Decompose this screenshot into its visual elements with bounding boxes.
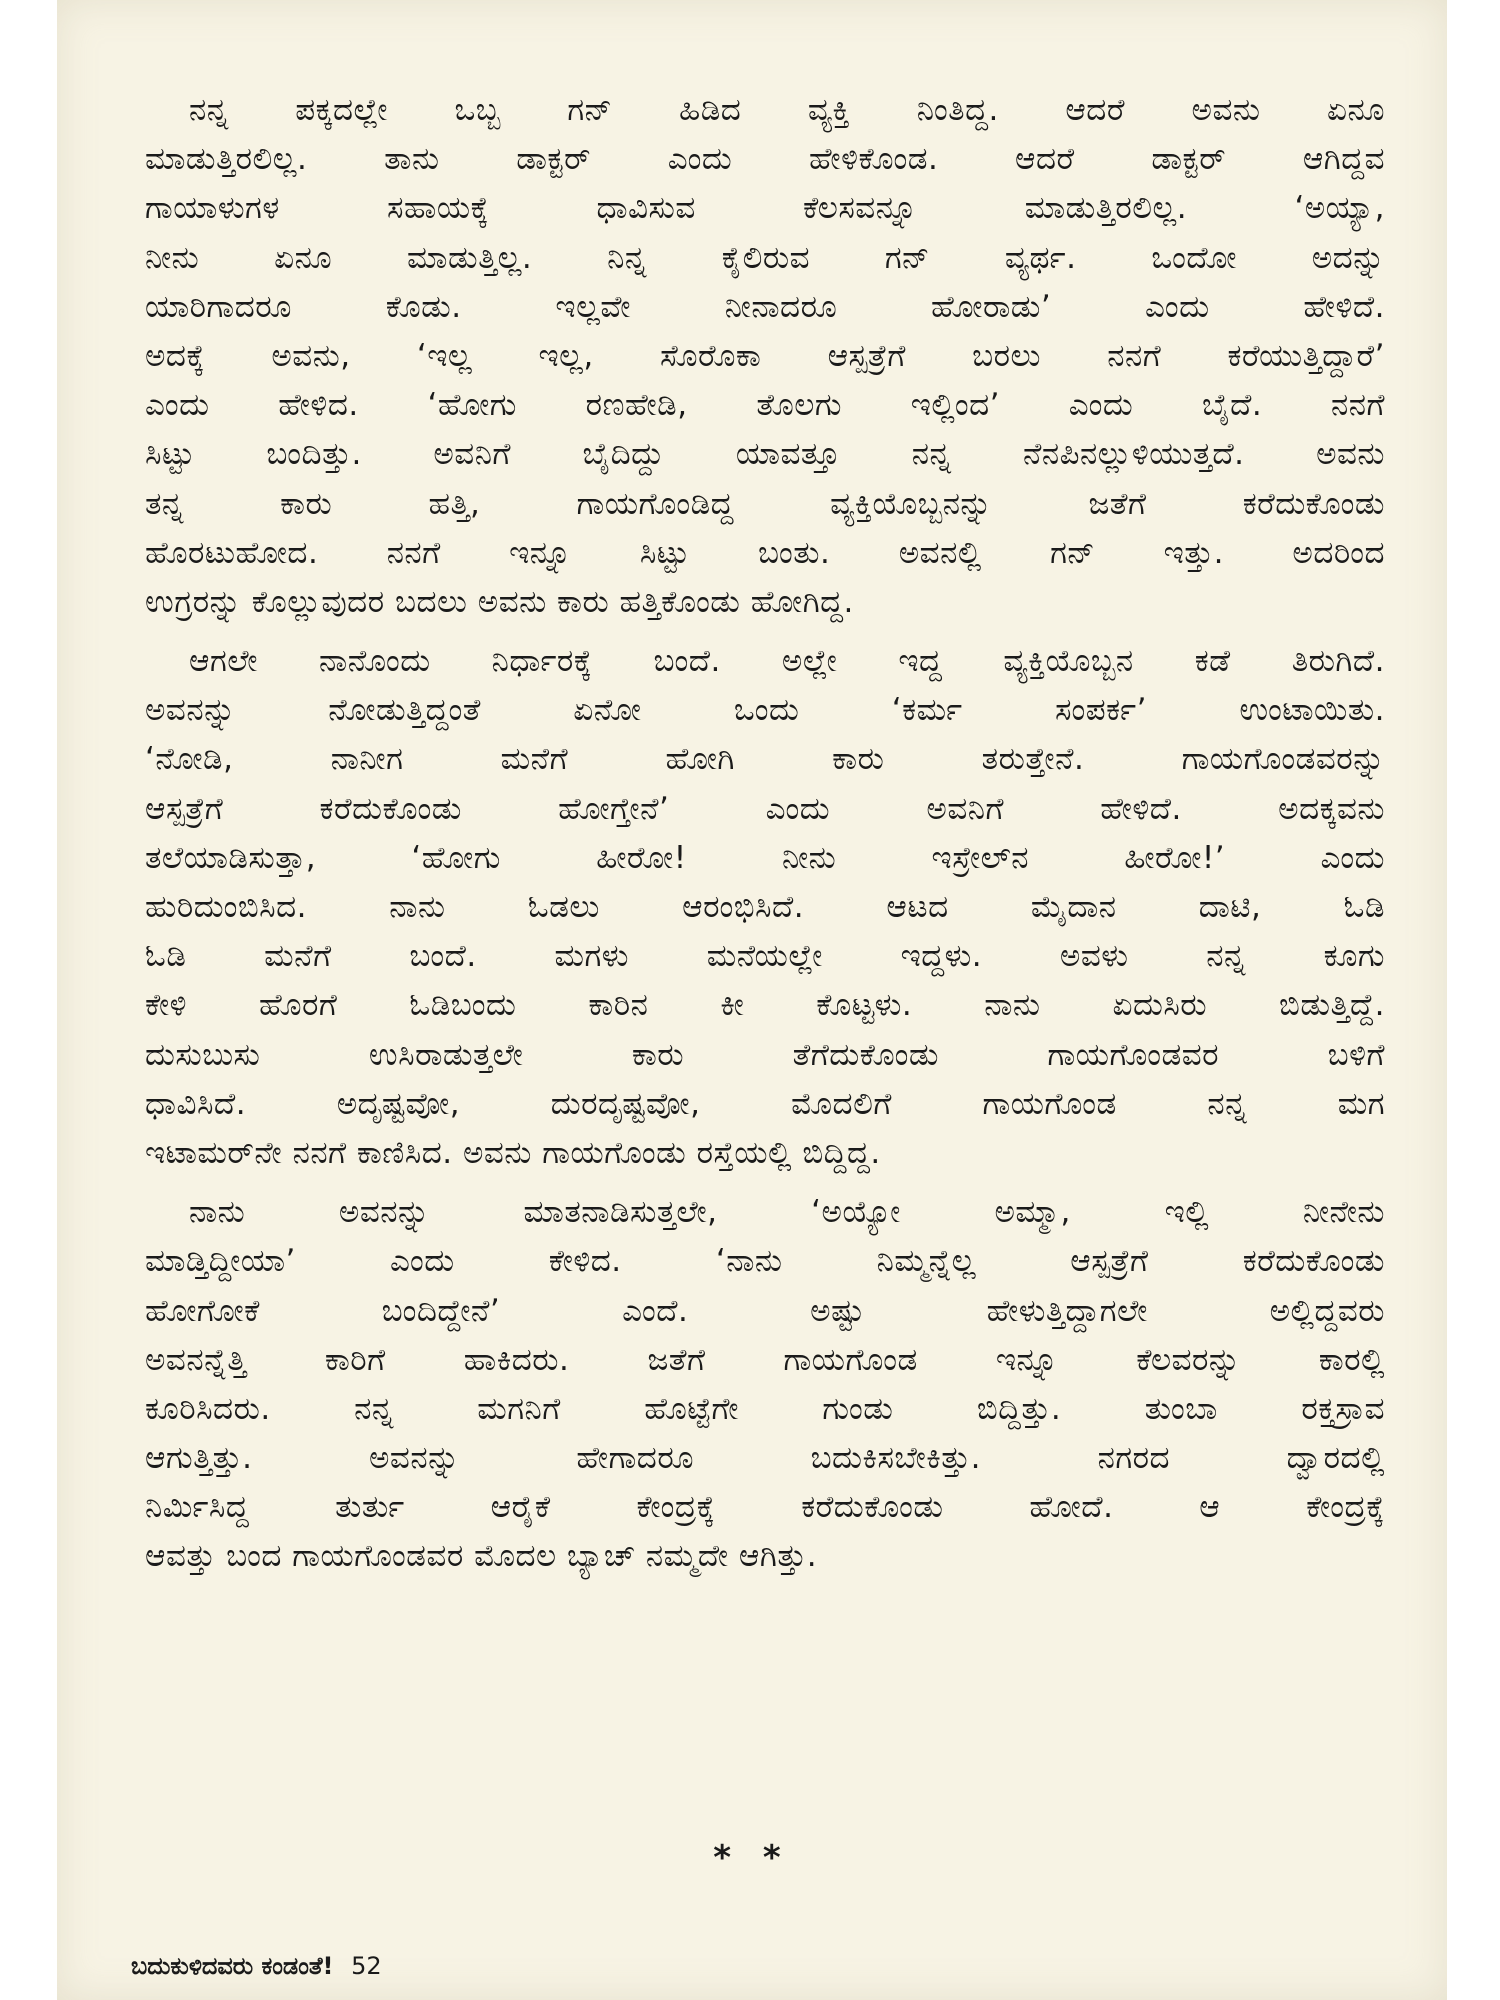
text-line: ನಿರ್ಮಿಸಿದ್ದ ತುರ್ತು ಆರೈಕೆ ಕೇಂದ್ರಕ್ಕೆ ಕರೆದುಕೊಂಡು ಹೋದೆ. ಆ ಕೇಂದ್ರಕ್ಕೆ	[145, 1489, 1385, 1526]
paragraph	[145, 1188, 1385, 1582]
text-line: ನಾನು ಅವನನ್ನು ಮಾತನಾಡಿಸುತ್ತಲೇ, ‘ಅಯ್ಯೋ ಅಮ್ಮಾ, ಇಲ್ಲಿ ನೀನೇನು	[189, 1194, 1385, 1231]
text-line: ಅವನನ್ನು ನೋಡುತ್ತಿದ್ದಂತೆ ಏನೋ ಒಂದು ‘ಕರ್ಮ ಸಂಪರ್ಕ’ ಉಂಟಾಯಿತು.	[145, 692, 1385, 729]
paragraph	[145, 637, 1385, 1178]
text-line: ಮಾಡುತ್ತಿರಲಿಲ್ಲ. ತಾನು ಡಾಕ್ಟರ್ ಎಂದು ಹೇಳಿಕೊಂಡ. ಆದರೆ ಡಾಕ್ಟರ್ ಆಗಿದ್ದವ	[145, 141, 1385, 178]
text-line: ಆಸ್ಪತ್ರೆಗೆ ಕರೆದುಕೊಂಡು ಹೋಗ್ತೇನೆ’ ಎಂದು ಅವನಿಗೆ ಹೇಳಿದೆ. ಅದಕ್ಕವನು	[145, 790, 1385, 827]
text-line: ಗಾಯಾಳುಗಳ ಸಹಾಯಕ್ಕೆ ಧಾವಿಸುವ ಕೆಲಸವನ್ನೂ ಮಾಡುತ್ತಿರಲಿಲ್ಲ. ‘ಅಯ್ಯಾ,	[145, 190, 1385, 227]
paragraph	[145, 86, 1385, 627]
book-page	[57, 0, 1447, 2000]
text-line: ಸಿಟ್ಟು ಬಂದಿತ್ತು. ಅವನಿಗೆ ಬೈದಿದ್ದು ಯಾವತ್ತೂ ನನ್ನ ನೆನಪಿನಲ್ಲುಳಿಯುತ್ತದೆ. ಅವನು	[145, 436, 1385, 473]
text-line: ಹೋಗೋಕೆ ಬಂದಿದ್ದೇನೆ’ ಎಂದೆ. ಅಷ್ಟು ಹೇಳುತ್ತಿದ್ದಾಗಲೇ ಅಲ್ಲಿದ್ದವರು	[145, 1292, 1385, 1329]
text-line: ಆಗಲೇ ನಾನೊಂದು ನಿರ್ಧಾರಕ್ಕೆ ಬಂದೆ. ಅಲ್ಲೇ ಇದ್ದ ವ್ಯಕ್ತಿಯೊಬ್ಬನ ಕಡೆ ತಿರುಗಿದೆ.	[189, 643, 1385, 680]
text-line: ತಲೆಯಾಡಿಸುತ್ತಾ, ‘ಹೋಗು ಹೀರೋ! ನೀನು ಇಸ್ರೇಲ್‌ನ ಹೀರೋ!’ ಎಂದು	[145, 839, 1385, 876]
text-line: ಓಡಿ ಮನೆಗೆ ಬಂದೆ. ಮಗಳು ಮನೆಯಲ್ಲೇ ಇದ್ದಳು. ಅವಳು ನನ್ನ ಕೂಗು	[145, 938, 1385, 975]
page-number: 52	[351, 1952, 382, 1980]
text-line: ಆಗುತ್ತಿತ್ತು. ಅವನನ್ನು ಹೇಗಾದರೂ ಬದುಕಿಸಬೇಕಿತ್ತು. ನಗರದ ದ್ವಾರದಲ್ಲಿ	[145, 1440, 1385, 1477]
text-line: ಹೊರಟುಹೋದ. ನನಗೆ ಇನ್ನೂ ಸಿಟ್ಟು ಬಂತು. ಅವನಲ್ಲಿ ಗನ್ ಇತ್ತು. ಅದರಿಂದ	[145, 534, 1385, 571]
text-line: ಕೂರಿಸಿದರು. ನನ್ನ ಮಗನಿಗೆ ಹೊಟ್ಟೆಗೇ ಗುಂಡು ಬಿದ್ದಿತ್ತು. ತುಂಬಾ ರಕ್ತಸ್ರಾವ	[145, 1390, 1385, 1427]
text-line: ದುಸುಬುಸು ಉಸಿರಾಡುತ್ತಲೇ ಕಾರು ತೆಗೆದುಕೊಂಡು ಗಾಯಗೊಂಡವರ ಬಳಿಗೆ	[145, 1036, 1385, 1073]
section-separator: * *	[713, 1838, 791, 1878]
text-line: ಯಾರಿಗಾದರೂ ಕೊಡು. ಇಲ್ಲವೇ ನೀನಾದರೂ ಹೋರಾಡು’ ಎಂದು ಹೇಳಿದೆ.	[145, 288, 1385, 325]
body-text	[145, 86, 1385, 1592]
text-line: ಕೇಳಿ ಹೊರಗೆ ಓಡಿಬಂದು ಕಾರಿನ ಕೀ ಕೊಟ್ಟಳು. ನಾನು ಏದುಸಿರು ಬಿಡುತ್ತಿದ್ದೆ.	[145, 987, 1385, 1024]
text-line: ಮಾಡ್ತಿದ್ದೀಯಾ’ ಎಂದು ಕೇಳಿದ. ‘ನಾನು ನಿಮ್ಮನ್ನೆಲ್ಲ ಆಸ್ಪತ್ರೆಗೆ ಕರೆದುಕೊಂಡು	[145, 1243, 1385, 1280]
running-title: ಬದುಕುಳಿದವರು ಕಂಡಂತೆ!	[131, 1952, 334, 1980]
page-footer	[131, 1952, 382, 1980]
text-line: ಹುರಿದುಂಬಿಸಿದ. ನಾನು ಓಡಲು ಆರಂಭಿಸಿದೆ. ಆಟದ ಮೈದಾನ ದಾಟಿ, ಓಡಿ	[145, 889, 1385, 925]
text-line: ತನ್ನ ಕಾರು ಹತ್ತಿ, ಗಾಯಗೊಂಡಿದ್ದ ವ್ಯಕ್ತಿಯೊಬ್ಬನನ್ನು ಜತೆಗೆ ಕರೆದುಕೊಂಡು	[145, 485, 1385, 522]
text-line: ಎಂದು ಹೇಳಿದ. ‘ಹೋಗು ರಣಹೇಡಿ, ತೊಲಗು ಇಲ್ಲಿಂದ’ ಎಂದು ಬೈದೆ. ನನಗೆ	[145, 387, 1385, 424]
text-line: ಆವತ್ತು ಬಂದ ಗಾಯಗೊಂಡವರ ಮೊದಲ ಬ್ಯಾಚ್ ನಮ್ಮದೇ ಆಗಿತ್ತು.	[145, 1538, 818, 1575]
text-line: ‘ನೋಡಿ, ನಾನೀಗ ಮನೆಗೆ ಹೋಗಿ ಕಾರು ತರುತ್ತೇನೆ. ಗಾಯಗೊಂಡವರನ್ನು	[145, 741, 1385, 778]
text-line: ಅದಕ್ಕೆ ಅವನು, ‘ಇಲ್ಲ ಇಲ್ಲ, ಸೊರೊಕಾ ಆಸ್ಪತ್ರೆಗೆ ಬರಲು ನನಗೆ ಕರೆಯುತ್ತಿದ್ದಾರೆ’	[145, 337, 1385, 374]
text-line: ಉಗ್ರರನ್ನು ಕೊಲ್ಲುವುದರ ಬದಲು ಅವನು ಕಾರು ಹತ್ತಿಕೊಂಡು ಹೋಗಿದ್ದ.	[145, 583, 854, 620]
text-line: ಅವನನ್ನೆತ್ತಿ ಕಾರಿಗೆ ಹಾಕಿದರು. ಜತೆಗೆ ಗಾಯಗೊಂಡ ಇನ್ನೂ ಕೆಲವರನ್ನು ಕಾರಲ್ಲಿ	[145, 1341, 1385, 1378]
text-line: ನನ್ನ ಪಕ್ಕದಲ್ಲೇ ಒಬ್ಬ ಗನ್ ಹಿಡಿದ ವ್ಯಕ್ತಿ ನಿಂತಿದ್ದ. ಆದರೆ ಅವನು ಏನೂ	[189, 92, 1385, 128]
text-line: ನೀನು ಏನೂ ಮಾಡುತ್ತಿಲ್ಲ. ನಿನ್ನ ಕೈಲಿರುವ ಗನ್ ವ್ಯರ್ಥ. ಒಂದೋ ಅದನ್ನು	[145, 239, 1385, 276]
text-line: ಧಾವಿಸಿದೆ. ಅದೃಷ್ಟವೋ, ದುರದೃಷ್ಟವೋ, ಮೊದಲಿಗೆ ಗಾಯಗೊಂಡ ನನ್ನ ಮಗ	[145, 1085, 1385, 1122]
text-line: ಇಟಾಮರ್‌ನೇ ನನಗೆ ಕಾಣಿಸಿದ. ಅವನು ಗಾಯಗೊಂಡು ರಸ್ತೆಯಲ್ಲಿ ಬಿದ್ದಿದ್ದ.	[145, 1134, 881, 1171]
